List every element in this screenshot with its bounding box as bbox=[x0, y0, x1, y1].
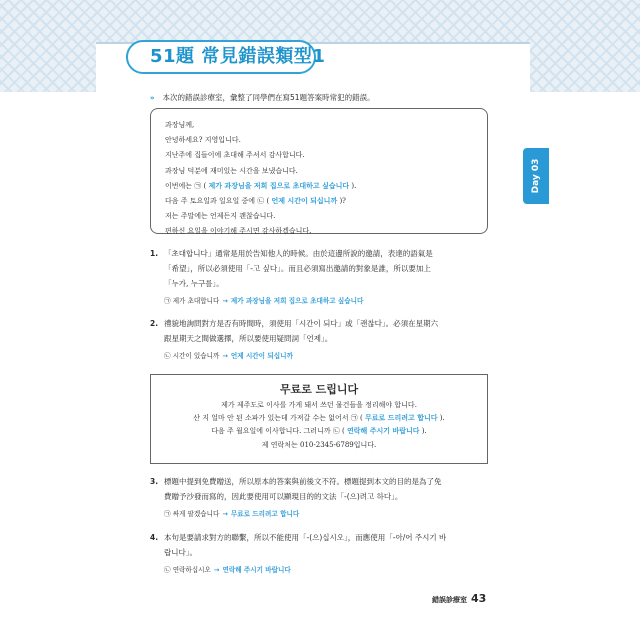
item-text: 跟星期天之間做選擇，所以要使用疑問詞「언제」。 bbox=[164, 334, 333, 343]
notice-line-blank-a: 산 지 얼마 안 된 소파가 있는데 가져갈 수는 없어서 ㉠ ( 무료로 드리려고 합니다 ). bbox=[193, 414, 445, 423]
arrow-right-icon: → bbox=[222, 352, 228, 360]
letter-line: 과장님께, bbox=[165, 121, 195, 129]
correction-example bbox=[164, 563, 492, 578]
wrong-answer: ㉠ 제가 초대합니다 bbox=[164, 297, 220, 305]
page-number: 43 bbox=[471, 592, 487, 605]
correct-answer: 연락해 주시기 바랍니다 bbox=[222, 566, 291, 574]
letter-line: 저는 주말에는 언제든지 괜찮습니다. bbox=[165, 212, 276, 221]
letter-line-blank-b: 다음 주 토요일과 일요일 중에 ㉡ ( 언제 시간이 되십니까 )? bbox=[165, 197, 346, 206]
item-text: 標題中提到免費贈送，所以原本的答案與前後文不符。標題提到本文的目的是為了免 bbox=[164, 477, 442, 486]
item-text: 「希望」，所以必須使用「-고 싶다」。而且必須寫出邀請的對象是誰，所以要加上 bbox=[164, 264, 431, 273]
correction-example bbox=[164, 349, 492, 364]
day-tab-label: Day 03 bbox=[531, 158, 541, 194]
item-number: 4. bbox=[150, 533, 159, 542]
notice-title: 무료로 드립니다 bbox=[279, 383, 359, 396]
correct-answer: 제가 과장님을 저희 집으로 초대하고 싶습니다 bbox=[230, 297, 364, 305]
letter-line: 지난주에 집들이에 초대해 주셔서 감사합니다. bbox=[165, 151, 305, 160]
page-title: 51題 常見錯誤類型1 bbox=[150, 46, 326, 67]
wrong-answer: ㉠ 싸게 팔겠습니다 bbox=[164, 510, 220, 518]
notice-line-blank-b: 다음 주 월요일에 이사합니다. 그러니까 ㉡ ( 연락해 주시기 바랍니다 ). bbox=[211, 427, 427, 436]
item-text: 「초대합니다」通常是用於告知他人的時候。由於這邊所說的邀請，表達的語氣是 bbox=[164, 249, 433, 258]
letter-line: 안녕하세요? 지영입니다. bbox=[165, 136, 241, 145]
page-footer bbox=[432, 592, 486, 605]
chevron-right-icon: » bbox=[150, 94, 155, 102]
item-text: 禮貌地詢問對方是否有時間時，須使用「시간이 되다」或「괜찮다」。必須在星期六 bbox=[164, 319, 439, 328]
item-number: 3. bbox=[150, 477, 159, 486]
correction-example bbox=[164, 294, 492, 309]
wrong-answer: ㉡ 연락하십시오 bbox=[164, 566, 211, 574]
letter-answer-a: 제가 과장님을 저희 집으로 초대하고 싶습니다 bbox=[208, 181, 350, 190]
item-text: 本句是要請求對方的聯繫，所以不能使用「-(으)십시오」，而應使用「-아/어 주시기 바 bbox=[164, 533, 447, 542]
letter-box bbox=[150, 108, 488, 234]
intro-sentence: 本次的錯誤診療室，彙整了同學們在寫51題答案時常犯的錯誤。 bbox=[162, 93, 375, 102]
letter-line: 과장님 덕분에 재미있는 시간을 보냈습니다. bbox=[165, 166, 298, 175]
notice-line: 제 연락처는 010-2345-6789입니다. bbox=[261, 440, 377, 449]
intro-text bbox=[150, 92, 530, 103]
notice-box bbox=[150, 374, 488, 464]
letter-answer-b: 언제 시간이 되십니까 bbox=[271, 197, 338, 206]
letter-line-blank-a: 이번에는 ㉠ ( 제가 과장님을 저희 집으로 초대하고 싶습니다 ). bbox=[165, 181, 357, 190]
footer-label: 錯誤診療室 bbox=[432, 596, 467, 604]
item-text: 「누가, 누구를」。 bbox=[164, 279, 224, 288]
arrow-right-icon: → bbox=[213, 566, 220, 574]
letter-line: 편하신 요일을 이야기해 주시면 감사하겠습니다. bbox=[165, 227, 312, 236]
item-text: 費贈予沙發而寫的，因此要使用可以顯現目的的文法「-(으)려고 하다」。 bbox=[164, 492, 403, 501]
correct-answer: 언제 시간이 되십니까 bbox=[230, 352, 293, 360]
notice-answer-b: 연락해 주시기 바랍니다 bbox=[347, 427, 420, 436]
notice-line: 제가 제주도로 이사를 가게 돼서 쓰던 물건들을 정리해야 합니다. bbox=[221, 401, 417, 409]
item-text: 랍니다」。 bbox=[164, 548, 197, 557]
correct-answer: 무료로 드리려고 합니다 bbox=[230, 510, 300, 518]
arrow-right-icon: → bbox=[222, 297, 228, 305]
wrong-answer: ㉡ 시간이 있습니까 bbox=[164, 352, 220, 360]
item-number: 1. bbox=[150, 249, 159, 258]
notice-answer-a: 무료로 드리려고 합니다 bbox=[364, 414, 438, 423]
arrow-right-icon: → bbox=[222, 510, 228, 518]
item-number: 2. bbox=[150, 319, 159, 328]
correction-example bbox=[164, 507, 492, 522]
